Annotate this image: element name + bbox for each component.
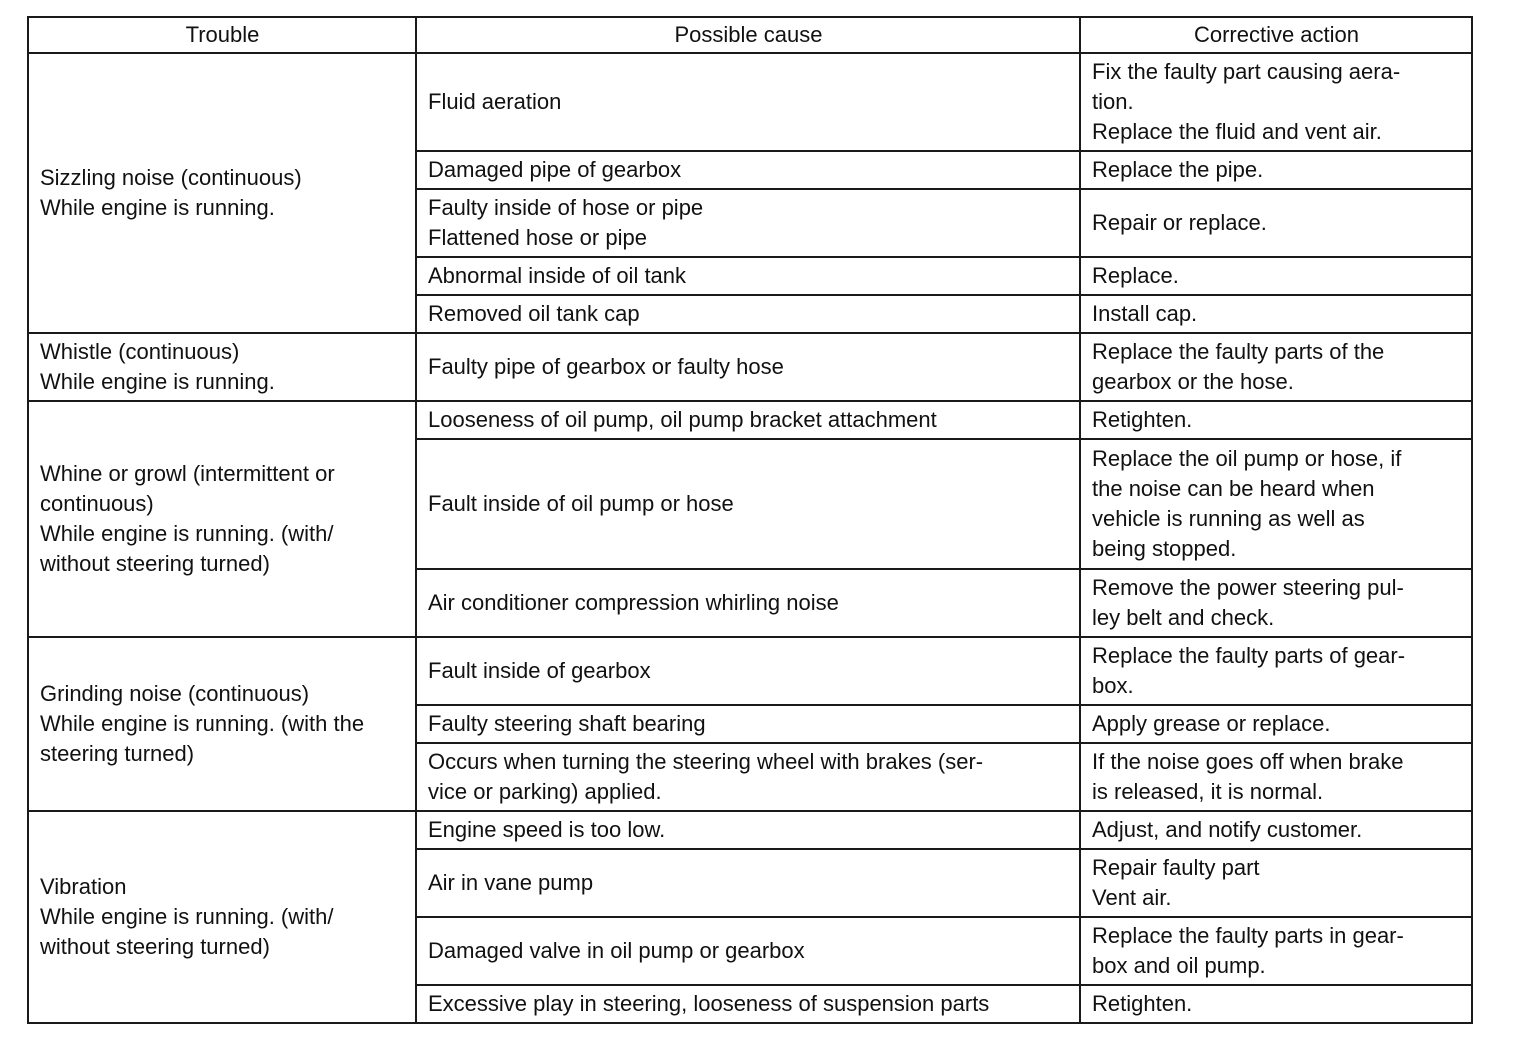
trouble-cell: Whistle (continuous) While engine is running.	[28, 333, 416, 401]
header-trouble: Trouble	[28, 17, 416, 53]
possible-cause-cell: Air in vane pump	[416, 849, 1080, 917]
possible-cause-cell: Faulty pipe of gearbox or faulty hose	[416, 333, 1080, 401]
table-row	[28, 53, 1472, 151]
possible-cause-cell: Air conditioner compression whirling noise	[416, 569, 1080, 637]
possible-cause-cell: Occurs when turning the steering wheel with brakes (ser- vice or parking) applied.	[416, 743, 1080, 811]
corrective-action-cell: Repair or replace.	[1080, 189, 1472, 257]
corrective-action-cell: Replace the oil pump or hose, if the noise can be heard when vehicle is running as well as being stopped.	[1080, 439, 1472, 569]
corrective-action-cell: Apply grease or replace.	[1080, 705, 1472, 743]
corrective-action-cell: Install cap.	[1080, 295, 1472, 333]
trouble-cell: Vibration While engine is running. (with/ without steering turned)	[28, 811, 416, 1023]
possible-cause-cell: Fault inside of oil pump or hose	[416, 439, 1080, 569]
table-row	[28, 637, 1472, 705]
possible-cause-cell: Faulty steering shaft bearing	[416, 705, 1080, 743]
corrective-action-cell: Repair faulty part Vent air.	[1080, 849, 1472, 917]
corrective-action-cell: Fix the faulty part causing aera- tion. Replace the fluid and vent air.	[1080, 53, 1472, 151]
header-row	[28, 17, 1472, 53]
corrective-action-cell: Retighten.	[1080, 401, 1472, 439]
corrective-action-cell: Replace the faulty parts of gear- box.	[1080, 637, 1472, 705]
possible-cause-cell: Excessive play in steering, looseness of suspension parts	[416, 985, 1080, 1023]
table-row	[28, 333, 1472, 401]
table-body	[28, 53, 1472, 1023]
possible-cause-cell: Fault inside of gearbox	[416, 637, 1080, 705]
possible-cause-cell: Abnormal inside of oil tank	[416, 257, 1080, 295]
corrective-action-cell: Replace.	[1080, 257, 1472, 295]
corrective-action-cell: If the noise goes off when brake is released, it is normal.	[1080, 743, 1472, 811]
corrective-action-cell: Adjust, and notify customer.	[1080, 811, 1472, 849]
trouble-cell: Grinding noise (continuous) While engine is running. (with the steering turned)	[28, 637, 416, 811]
corrective-action-cell: Replace the faulty parts in gear- box and oil pump.	[1080, 917, 1472, 985]
trouble-cell: Sizzling noise (continuous) While engine is running.	[28, 53, 416, 333]
possible-cause-cell: Removed oil tank cap	[416, 295, 1080, 333]
header-corrective-action: Corrective action	[1080, 17, 1472, 53]
possible-cause-cell: Looseness of oil pump, oil pump bracket attachment	[416, 401, 1080, 439]
possible-cause-cell: Damaged valve in oil pump or gearbox	[416, 917, 1080, 985]
header-possible-cause: Possible cause	[416, 17, 1080, 53]
possible-cause-cell: Damaged pipe of gearbox	[416, 151, 1080, 189]
corrective-action-cell: Replace the pipe.	[1080, 151, 1472, 189]
possible-cause-cell: Faulty inside of hose or pipe Flattened hose or pipe	[416, 189, 1080, 257]
table-row	[28, 811, 1472, 849]
possible-cause-cell: Engine speed is too low.	[416, 811, 1080, 849]
corrective-action-cell: Retighten.	[1080, 985, 1472, 1023]
table-row	[28, 401, 1472, 439]
corrective-action-cell: Remove the power steering pul- ley belt and check.	[1080, 569, 1472, 637]
troubleshooting-table	[27, 16, 1473, 1024]
possible-cause-cell: Fluid aeration	[416, 53, 1080, 151]
corrective-action-cell: Replace the faulty parts of the gearbox or the hose.	[1080, 333, 1472, 401]
trouble-cell: Whine or growl (intermittent or continuous) While engine is running. (with/ without steering turned)	[28, 401, 416, 637]
